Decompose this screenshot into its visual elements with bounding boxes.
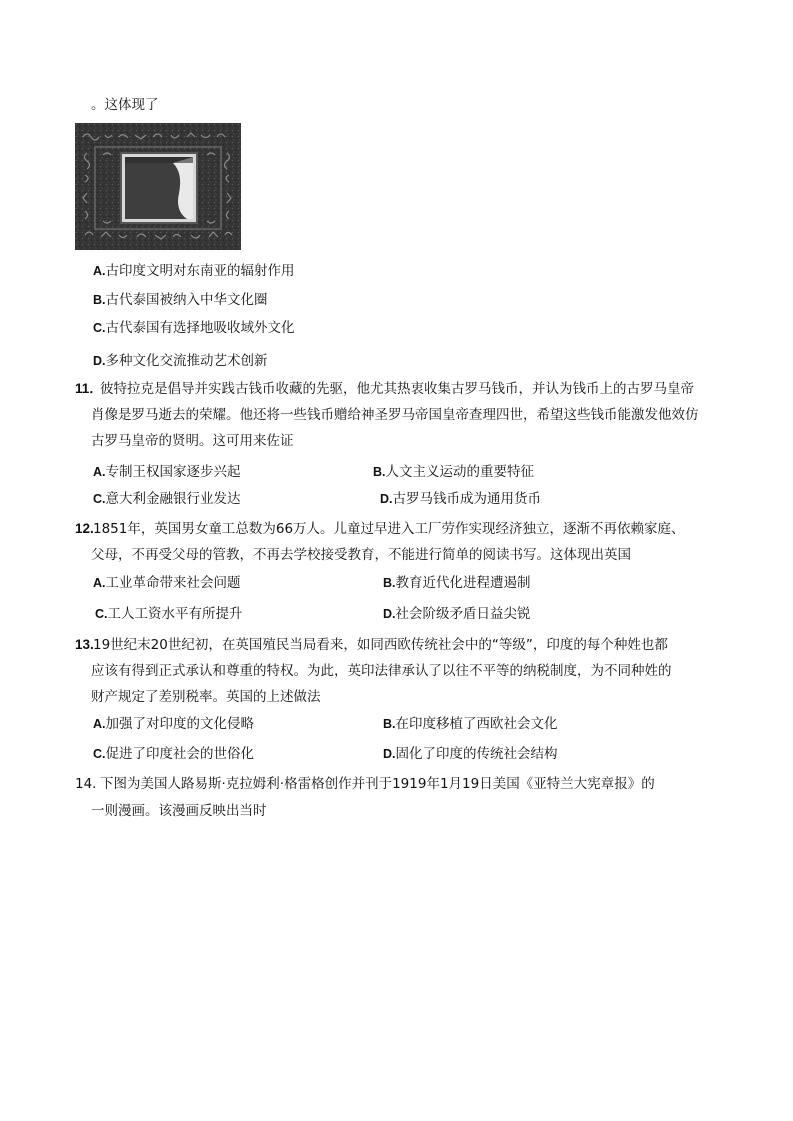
q13-stem-line-3: 财产规定了差别税率。英国的上述做法 xyxy=(91,689,321,705)
q11-option-a: A.专制王权国家逐步兴起 xyxy=(93,464,241,480)
q13-option-b: B.在印度移植了西欧社会文化 xyxy=(383,716,558,732)
q10-stem-tail: 。这体现了 xyxy=(91,97,159,113)
q11-number: 11． xyxy=(75,381,103,396)
q14-stem-line-1: 下图为美国人路易斯·克拉姆利·格雷格创作并刊于1919年1月19日美国《亚特兰大宪章报》的 xyxy=(100,776,655,792)
q11-stem-line-3: 古罗马皇帝的贤明。这可用来佐证 xyxy=(91,433,294,449)
q13-number: 13. xyxy=(75,637,94,652)
q12-option-c: C.工人工资水平有所提升 xyxy=(95,606,243,622)
q12-number: 12. xyxy=(75,521,94,536)
q13-stem-line-2: 应该有得到正式承认和尊重的特权。为此，英印法律承认了以往不平等的纳税制度，为不同种姓的 xyxy=(91,663,672,679)
q12-option-a: A.工业革命带来社会问题 xyxy=(93,575,241,591)
q10-option-b: B.古代泰国被纳入中华文化圈 xyxy=(93,292,268,308)
q12-option-d: D.社会阶级矛盾日益尖锐 xyxy=(383,606,531,622)
q12-stem-line-1: 1851年，英国男女童工总数为66万人。儿童过早进入工厂劳作实现经济独立，逐渐不再依赖家庭、 xyxy=(93,521,685,537)
q14-stem-line-2: 一则漫画。该漫画反映出当时 xyxy=(91,803,267,819)
q11-option-b: B.人文主义运动的重要特征 xyxy=(373,464,534,480)
q13-option-a: A.加强了对印度的文化侵略 xyxy=(93,716,254,732)
inscription-stone-photo xyxy=(75,123,241,250)
q11-option-c: C.意大利金融银行业发达 xyxy=(93,491,241,507)
q11-stem-line-1: 彼特拉克是倡导并实践古钱币收藏的先驱，他尤其热衷收集古罗马钱币，并认为钱币上的古罗马皇帝 xyxy=(100,381,694,397)
q14-number: 14． xyxy=(75,776,106,792)
q13-stem-line-1: 19世纪末20世纪初，在英国殖民当局看来，如同西欧传统社会中的“等级”，印度的每个种姓也都 xyxy=(93,637,668,653)
q12-option-b: B.教育近代化进程遭遏制 xyxy=(383,575,531,591)
q11-option-d: D.古罗马钱币成为通用货币 xyxy=(380,491,541,507)
q10-option-a: A.古印度文明对东南亚的辐射作用 xyxy=(93,263,295,279)
q12-stem-line-2: 父母，不再受父母的管教，不再去学校接受教育，不能进行简单的阅读书写。这体现出英国 xyxy=(91,547,631,563)
q10-option-d: D.多种文化交流推动艺术创新 xyxy=(93,353,268,369)
q10-option-c: C.古代泰国有选择地吸收域外文化 xyxy=(93,320,295,336)
q11-stem-line-2: 肖像是罗马逝去的荣耀。他还将一些钱币赠给神圣罗马帝国皇帝查理四世，希望这些钱币能激发他效仿 xyxy=(91,407,699,423)
q13-option-d: D.固化了印度的传统社会结构 xyxy=(383,746,558,762)
q13-option-c: C.促进了印度社会的世俗化 xyxy=(93,746,254,762)
